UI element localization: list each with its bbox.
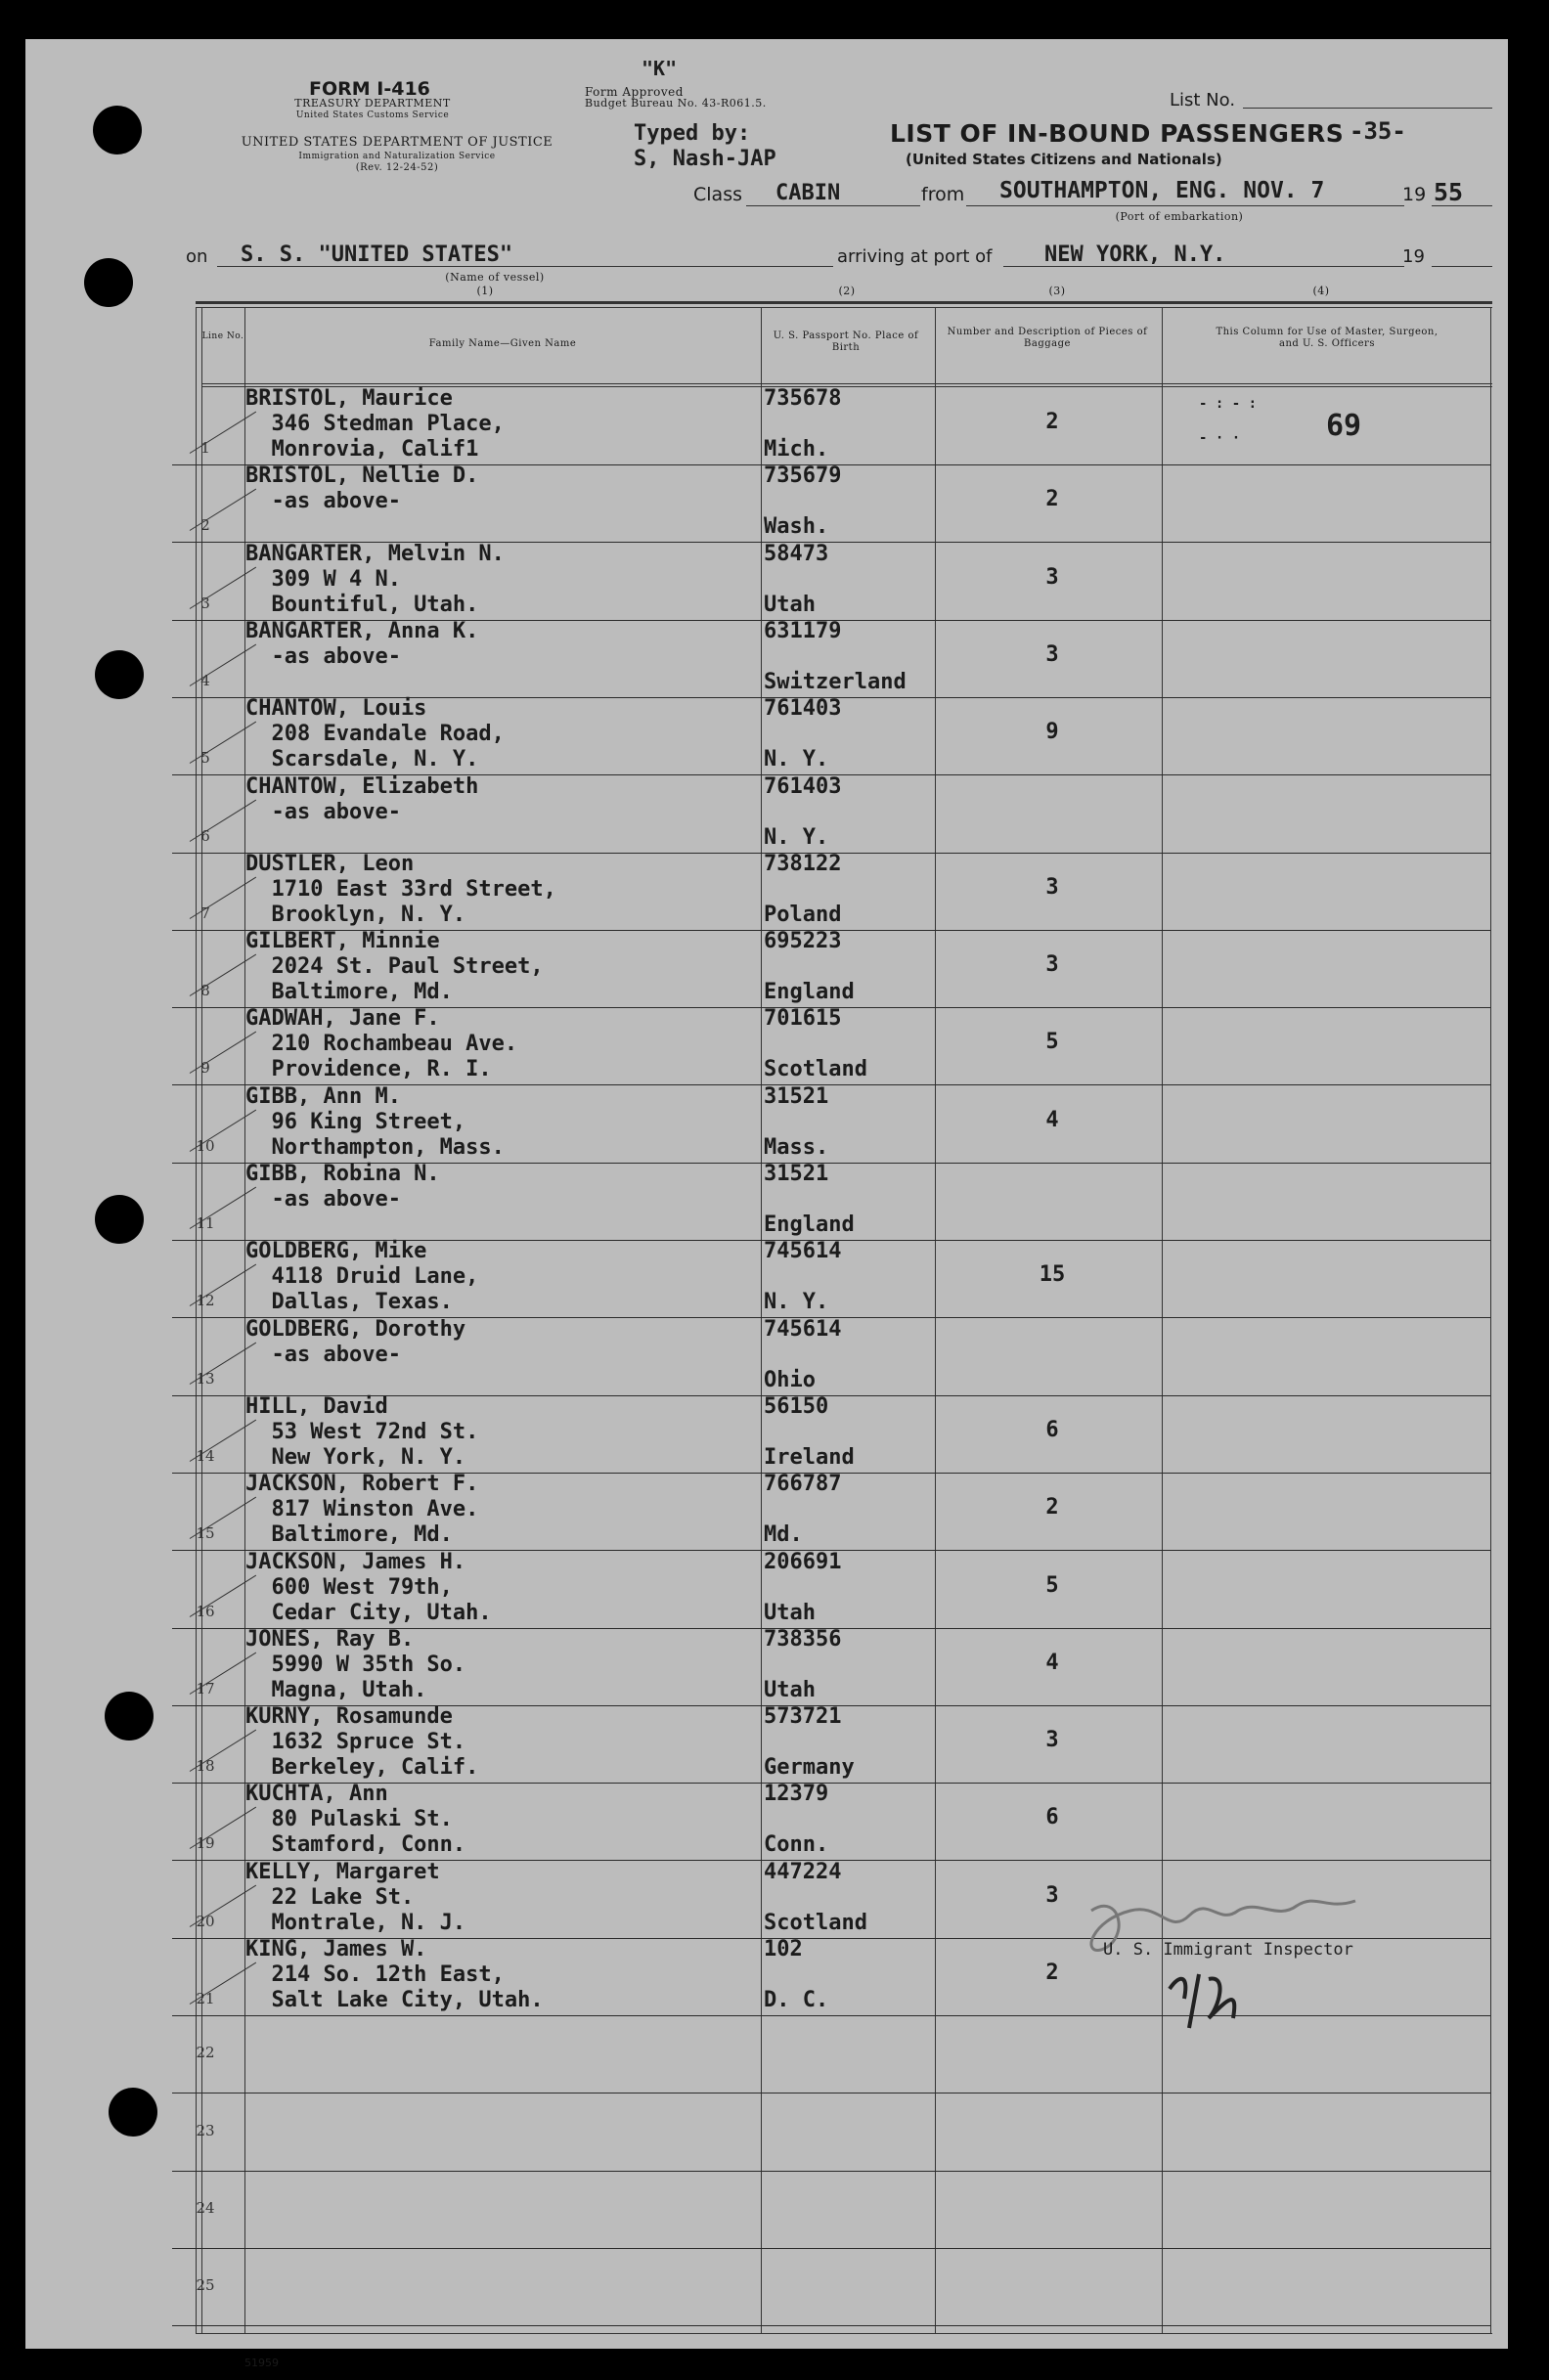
- place-of-birth: N. Y.: [764, 824, 829, 850]
- line-number: 11: [196, 1214, 215, 1232]
- passport-number: 738356: [764, 1626, 842, 1652]
- from-label: from: [921, 184, 965, 205]
- year-value: 55: [1434, 178, 1464, 206]
- table-row: [172, 1083, 1490, 1164]
- col-header-passport: U. S. Passport No. Place of Birth: [773, 331, 919, 353]
- table-row: [172, 1474, 1490, 1551]
- passenger-name: CHANTOW, Louis 208 Evandale Road, Scarsdale, N. Y.: [245, 696, 505, 772]
- passenger-name: HILL, David 53 West 72nd St. New York, N. Y.: [245, 1393, 479, 1470]
- place-of-birth: Scotland: [764, 1910, 867, 1935]
- line-number: 25: [196, 2276, 215, 2295]
- table-row: [172, 2094, 1490, 2172]
- baggage-count: 9: [1045, 720, 1059, 745]
- baggage-count: 2: [1045, 487, 1059, 512]
- baggage-count: 2: [1045, 1495, 1059, 1521]
- passenger-name: JONES, Ray B. 5990 W 35th So. Magna, Utah.: [245, 1626, 466, 1702]
- passport-number: 766787: [764, 1472, 842, 1497]
- baggage-count: 4: [1045, 1650, 1059, 1675]
- baggage-count: 6: [1045, 1805, 1059, 1830]
- col-header-baggage: Number and Description of Pieces of Baggage: [947, 327, 1148, 349]
- binder-hole: [84, 258, 133, 307]
- place-of-birth: N. Y.: [764, 1290, 829, 1315]
- line-number: 5: [200, 749, 210, 768]
- passenger-name: GOLDBERG, Dorothy -as above-: [245, 1316, 466, 1367]
- officer-marks: - : - :: [1199, 396, 1258, 412]
- officer-marks-2: - · ·: [1199, 430, 1241, 446]
- baggage-count: 4: [1045, 1107, 1059, 1132]
- passport-number: 447224: [764, 1859, 842, 1884]
- passenger-name: DUSTLER, Leon 1710 East 33rd Street, Brooklyn, N. Y.: [245, 851, 556, 927]
- passenger-name: KING, James W. 214 So. 12th East, Salt Lake City, Utah.: [245, 1937, 544, 2012]
- table-row: [172, 2249, 1490, 2326]
- line-number: 23: [196, 2121, 215, 2139]
- line-number: 17: [196, 1679, 215, 1697]
- form-number: FORM I-416: [309, 78, 430, 100]
- passenger-name: GADWAH, Jane F. 210 Rochambeau Ave. Providence, R. I.: [245, 1006, 518, 1082]
- passenger-name: GIBB, Ann M. 96 King Street, Northampton, Mass.: [245, 1083, 505, 1160]
- inspector-signature: [1062, 1881, 1434, 2038]
- col-header-name: Family Name—Given Name: [428, 338, 577, 349]
- passenger-name: JACKSON, Robert F. 817 Winston Ave. Baltimore, Md.: [245, 1472, 479, 1548]
- line-number: 10: [196, 1136, 215, 1155]
- passport-number: 701615: [764, 1006, 842, 1032]
- place-of-birth: England: [764, 980, 855, 1005]
- passport-number: 745614: [764, 1239, 842, 1264]
- typed-by-label: Typed by:: [634, 121, 751, 146]
- baggage-count: 2: [1045, 410, 1059, 434]
- passenger-name: GIBB, Robina N. -as above-: [245, 1162, 440, 1212]
- from-value: SOUTHAMPTON, ENG. NOV. 7: [999, 178, 1325, 203]
- table-row: [172, 1393, 1490, 1474]
- table-row: [172, 1164, 1490, 1241]
- table-row: [172, 931, 1490, 1008]
- passenger-name: JACKSON, James H. 600 West 79th, Cedar City, Utah.: [245, 1549, 492, 1625]
- passenger-name: GILBERT, Minnie 2024 St. Paul Street, Baltimore, Md.: [245, 929, 544, 1005]
- line-number: 13: [196, 1369, 215, 1388]
- dept-customs: United States Customs Service: [295, 110, 450, 120]
- line-number: 12: [196, 1292, 215, 1310]
- col-number-4: (4): [1312, 285, 1330, 297]
- table-row: [172, 2172, 1490, 2249]
- table-row: [172, 851, 1490, 931]
- passport-number: 735679: [764, 463, 842, 489]
- manifest-page: [25, 39, 1508, 2369]
- col-number-3: (3): [1048, 285, 1066, 297]
- dept-immigration: Immigration and Naturalization Service: [298, 152, 496, 161]
- vessel-caption: (Name of vessel): [445, 271, 545, 284]
- table-row: [172, 1549, 1490, 1629]
- dept-justice: UNITED STATES DEPARTMENT OF JUSTICE: [241, 135, 553, 150]
- line-number: 6: [200, 826, 210, 845]
- binder-hole: [109, 2088, 157, 2137]
- place-of-birth: Ohio: [764, 1367, 816, 1392]
- table-row: [172, 1626, 1490, 1706]
- table-row: [172, 1241, 1490, 1318]
- passport-number: 58473: [764, 541, 829, 566]
- place-of-birth: Ireland: [764, 1444, 855, 1470]
- table-row: [172, 773, 1490, 854]
- passport-number: 102: [764, 1937, 803, 1961]
- table-row: [172, 1706, 1490, 1784]
- footer-code: 51959: [244, 2357, 279, 2369]
- place-of-birth: Utah: [764, 1677, 816, 1702]
- line-number: 16: [196, 1602, 215, 1620]
- vessel-name: S. S. "UNITED STATES": [241, 242, 513, 267]
- passport-number: 631179: [764, 618, 842, 643]
- line-number: 4: [200, 671, 210, 689]
- place-of-birth: Utah: [764, 1600, 816, 1625]
- line-number: 22: [196, 2044, 215, 2062]
- passport-number: 695223: [764, 929, 842, 954]
- place-of-birth: Mich.: [764, 437, 829, 462]
- table-row: [172, 465, 1490, 543]
- list-subtitle: (United States Citizens and Nationals): [906, 151, 1222, 168]
- place-of-birth: Wash.: [764, 514, 829, 540]
- place-of-birth: N. Y.: [764, 747, 829, 772]
- baggage-count: 6: [1045, 1417, 1059, 1442]
- page-number: -35-: [1350, 117, 1406, 145]
- passport-number: 735678: [764, 386, 842, 411]
- baggage-count: 2: [1045, 1961, 1059, 1985]
- rev-date: (Rev. 12-24-52): [355, 162, 439, 173]
- list-no-label: List No.: [1170, 90, 1236, 110]
- baggage-count: 3: [1045, 641, 1059, 667]
- passport-number: 206691: [764, 1549, 842, 1574]
- class-value: CABIN: [775, 181, 841, 205]
- place-of-birth: Md.: [764, 1522, 803, 1548]
- passenger-name: KURNY, Rosamunde 1632 Spruce St. Berkeley, Calif.: [245, 1704, 479, 1781]
- col-header-line: Line No.: [201, 331, 244, 341]
- binder-hole: [95, 1195, 144, 1244]
- arriving-port: NEW YORK, N.Y.: [1044, 242, 1226, 267]
- passenger-name: BANGARTER, Melvin N. 309 W 4 N. Bountiful, Utah.: [245, 541, 505, 617]
- line-number: 15: [196, 1524, 215, 1543]
- line-number: 7: [200, 904, 210, 922]
- place-of-birth: Switzerland: [764, 669, 907, 694]
- passport-number: 31521: [764, 1162, 829, 1186]
- place-of-birth: Germany: [764, 1755, 855, 1781]
- table-row: [172, 1784, 1490, 1861]
- col-number-2: (2): [838, 285, 856, 297]
- place-of-birth: Mass.: [764, 1134, 829, 1160]
- line-number: 2: [200, 516, 210, 535]
- passenger-name: BRISTOL, Maurice 346 Stedman Place, Monrovia, Calif1: [245, 386, 505, 462]
- line-number: 20: [196, 1912, 215, 1930]
- col-number-1: (1): [476, 285, 494, 297]
- table-row: [172, 1316, 1490, 1396]
- arriving-year: 19: [1402, 246, 1425, 267]
- year-prefix: 19: [1402, 184, 1427, 205]
- table-row: [172, 698, 1490, 775]
- col-header-officers: This Column for Use of Master, Surgeon, and U. S. Officers: [1216, 327, 1438, 349]
- baggage-count: 15: [1039, 1262, 1066, 1288]
- class-label: Class: [693, 184, 742, 205]
- place-of-birth: Scotland: [764, 1057, 867, 1082]
- passport-number: 738122: [764, 851, 842, 876]
- passenger-name: BANGARTER, Anna K. -as above-: [245, 618, 479, 669]
- baggage-count: 5: [1045, 1030, 1059, 1055]
- passenger-name: GOLDBERG, Mike 4118 Druid Lane, Dallas, Texas.: [245, 1239, 479, 1315]
- baggage-count: 3: [1045, 874, 1059, 900]
- line-number: 21: [196, 1990, 215, 2007]
- port-embark-caption: (Port of embarkation): [1115, 210, 1244, 223]
- passport-number: 12379: [764, 1782, 829, 1807]
- inspector-label: U. S. Immigrant Inspector: [1103, 1940, 1353, 1960]
- binder-hole: [93, 106, 142, 154]
- binder-hole: [105, 1692, 154, 1741]
- binder-hole: [95, 650, 144, 699]
- passport-number: 31521: [764, 1083, 829, 1109]
- passport-number: 56150: [764, 1393, 829, 1419]
- table-row: [172, 541, 1490, 621]
- baggage-count: 3: [1045, 952, 1059, 978]
- baggage-count: 3: [1045, 564, 1059, 590]
- table-row: [172, 1008, 1490, 1085]
- passport-number: 745614: [764, 1316, 842, 1342]
- baggage-count: 5: [1045, 1572, 1059, 1598]
- line-number: 24: [196, 2198, 215, 2217]
- table-row: [172, 388, 1490, 465]
- place-of-birth: D. C.: [764, 1988, 829, 2012]
- place-of-birth: Conn.: [764, 1832, 829, 1858]
- dept-treasury: TREASURY DEPARTMENT: [294, 97, 451, 110]
- form-approved: Form Approved: [585, 85, 684, 99]
- line-number: 8: [200, 982, 210, 1000]
- budget-bureau: Budget Bureau No. 43-R061.5.: [585, 97, 767, 110]
- place-of-birth: England: [764, 1212, 855, 1237]
- officer-note: 69: [1326, 409, 1362, 443]
- table-row: [172, 618, 1490, 698]
- passport-number: 761403: [764, 773, 842, 799]
- place-of-birth: Poland: [764, 902, 842, 927]
- line-number: 19: [196, 1834, 215, 1853]
- passenger-name: KUCHTA, Ann 80 Pulaski St. Stamford, Conn.: [245, 1782, 466, 1858]
- line-number: 1: [200, 439, 210, 457]
- passport-number: 761403: [764, 696, 842, 722]
- passenger-name: CHANTOW, Elizabeth -as above-: [245, 773, 479, 824]
- line-number: 3: [200, 594, 210, 612]
- line-number: 18: [196, 1757, 215, 1776]
- line-number: 9: [200, 1059, 210, 1078]
- typed-by: S, Nash-JAP: [634, 147, 776, 171]
- baggage-count: 3: [1045, 1882, 1059, 1908]
- on-label: on: [186, 246, 208, 267]
- arriving-label: arriving at port of: [837, 246, 993, 267]
- k-label: "K": [642, 57, 678, 80]
- baggage-count: 3: [1045, 1728, 1059, 1753]
- passenger-name: KELLY, Margaret 22 Lake St. Montrale, N. J.: [245, 1859, 466, 1935]
- list-title: LIST OF IN-BOUND PASSENGERS: [890, 119, 1345, 148]
- passport-number: 573721: [764, 1704, 842, 1730]
- place-of-birth: Utah: [764, 592, 816, 617]
- passenger-name: BRISTOL, Nellie D. -as above-: [245, 463, 479, 514]
- line-number: 14: [196, 1446, 215, 1465]
